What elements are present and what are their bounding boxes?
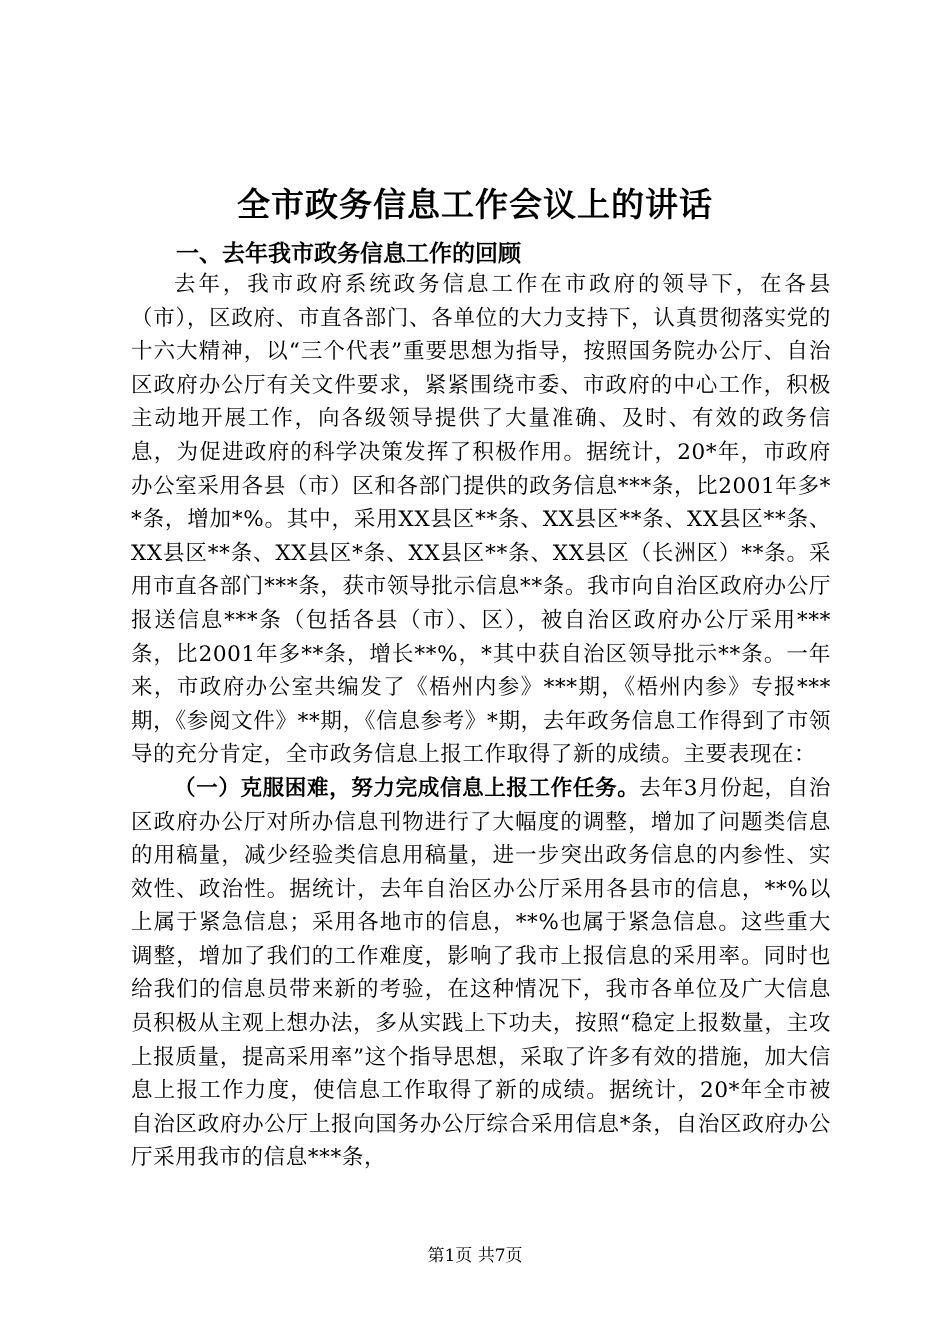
sub-heading: （一）克服困难，努力完成信息上报工作任务。 bbox=[174, 775, 640, 801]
section-heading: 一、去年我市政务信息工作的回顾 bbox=[176, 240, 521, 267]
paragraph-subsection-text: 去年3月份起，自治区政府办公厅对所办信息刊物进行了大幅度的调整，增加了问题类信息的用稿量，减少经验类信息用稿量，进一步突出政务信息的内参性、实效性、政治性。据统计，去年自治区办公厅采用各县市的信息，**%以上属于紧急信息；采用各地市的信息，**%也属于紧急信息。这些重大调整，增加了我们的工作难度，影响了我市上报信息的采用率。同时也给我们的信息员带来新的考验，在这种情况下，我市各单位及广大信息员积极从主观上想办法，多从实践上下功夫，按照“稳定上报数量，主攻上报质量，提高采用率”这个指导思想，采取了许多有效的措施，加大信息上报工作力度，使信息工作取得了新的成绩。据统计，20*年全市被自治区政府办公厅上报向国务办公厅综合采用信息*条，自治区政府办公厅采用我市的信息***条， bbox=[131, 775, 831, 1171]
paragraph-subsection bbox=[131, 772, 831, 1175]
paragraph-review: 去年，我市政府系统政务信息工作在市政府的领导下，在各县（市），区政府、市直各部门、各单位的大力支持下，认真贯彻落实党的十六大精神，以“三个代表”重要思想为指导，按照国务院办公厅、自治区政府办公厅有关文件要求，紧紧围绕市委、市政府的中心工作，积极主动地开展工作，向各级领导提供了大量准确、及时、有效的政务信息，为促进政府的科学决策发挥了积极作用。据统计，20*年，市政府办公室采用各县（市）区和各部门提供的政务信息***条，比2001年多**条，增加*%。其中，采用XX县区**条、XX县区**条、XX县区**条、XX县区**条、XX县区*条、XX县区**条、XX县区（长洲区）**条。采用市直各部门***条，获市领导批示信息**条。我市向自治区政府办公厅报送信息***条（包括各县（市）、区），被自治区政府办公厅采用***条，比2001年多**条，增长**%，*其中获自治区领导批示**条。一年来，市政府办公室共编发了《梧州内参》***期，《梧州内参》专报***期，《参阅文件》**期，《信息参考》*期，去年政务信息工作得到了市领导的充分肯定，全市政务信息上报工作取得了新的成绩。主要表现在： bbox=[131, 272, 831, 768]
page-footer: 第1页 共7页 bbox=[427, 1246, 523, 1266]
document-body bbox=[131, 268, 831, 1175]
document-title: 全市政务信息工作会议上的讲话 bbox=[237, 185, 713, 224]
